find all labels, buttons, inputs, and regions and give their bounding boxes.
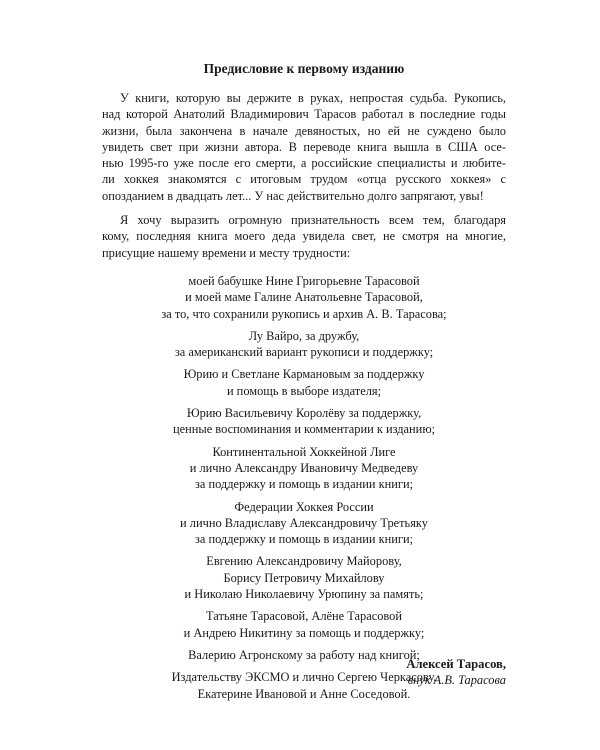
text-line: Я хочу выразить огромную признательность всем тем, благодаря bbox=[120, 213, 506, 228]
text-line: кому, последняя книга моего деда увидела свет, не смотря на многие, bbox=[102, 229, 506, 244]
text-line: над которой Анатолий Владимирович Тарасов работал в последние годы bbox=[102, 107, 506, 122]
text-line: за поддержку и помощь в издании книги; bbox=[194, 532, 414, 547]
text-line: ли хоккея знакомятся с итоговым трудом «отца русского хоккея» с bbox=[102, 172, 506, 187]
text-line: моей бабушке Нине Григорьевне Тарасовой bbox=[188, 273, 420, 288]
text-line: опозданием в двадцать лет... У нас действительно долго запрягают, увы! bbox=[102, 188, 484, 203]
signature-block bbox=[406, 656, 506, 688]
acknowledgment-item bbox=[102, 405, 506, 438]
text-line: У книги, которую вы держите в руках, непростая судьба. Рукопись, bbox=[120, 91, 506, 105]
acknowledgment-item bbox=[102, 553, 506, 602]
text-line: и помощь в выборе издателя; bbox=[226, 383, 382, 398]
text-line: увидеть свет при жизни автора. В переводе книга вышла в США осе- bbox=[102, 139, 506, 154]
text-line: нью 1995-го уже после его смерти, а российские специалисты и любите- bbox=[102, 156, 506, 171]
acknowledgment-item bbox=[102, 608, 506, 641]
text-line: и моей маме Галине Анатольевне Тарасовой, bbox=[185, 290, 423, 305]
acknowledgment-item bbox=[102, 273, 506, 322]
page-title: Предисловие к первому изданию bbox=[203, 61, 405, 76]
text-line: жизни, была закончена в начале девяностых, но ей не суждено было bbox=[102, 123, 506, 138]
acknowledgment-item bbox=[102, 328, 506, 361]
text-line: Екатерине Ивановой и Анне Соседовой. bbox=[197, 686, 411, 701]
text-line: за поддержку и помощь в издании книги; bbox=[194, 477, 414, 492]
intro-paragraph bbox=[102, 90, 506, 204]
document-page bbox=[102, 60, 506, 708]
text-line: Юрию Васильевичу Королёву за поддержку, bbox=[186, 406, 422, 421]
text-line: Евгению Александровичу Майорову, bbox=[206, 554, 402, 569]
text-line: и лично Владиславу Александровичу Третьяку bbox=[180, 515, 428, 530]
text-line: и Андрею Никитину за помощь и поддержку; bbox=[183, 625, 425, 640]
text-line: Татьяне Тарасовой, Алёне Тарасовой bbox=[206, 609, 402, 624]
text-line: Валерию Агронскому за работу над книгой; bbox=[188, 647, 420, 662]
author-name: Алексей Тарасов, bbox=[406, 657, 506, 671]
acknowledgment-item bbox=[102, 444, 506, 493]
author-note: внук А.В. Тарасова bbox=[407, 673, 506, 687]
acknowledgment-item bbox=[102, 499, 506, 548]
text-line: за американский вариант рукописи и поддержку; bbox=[174, 345, 434, 360]
text-line: Федерации Хоккея России bbox=[234, 499, 374, 514]
text-line: ценные воспоминания и комментарии к изданию; bbox=[172, 422, 436, 437]
acknowledgments-list bbox=[102, 273, 506, 702]
text-line: за то, что сохранили рукопись и архив А. В. Тарасова; bbox=[161, 306, 447, 321]
text-line: Лу Вайро, за дружбу, bbox=[248, 328, 360, 343]
text-line: присущие нашему времени и месту трудности: bbox=[102, 245, 351, 260]
text-line: и Николаю Николаевичу Урюпину за память; bbox=[184, 587, 424, 602]
acknowledgment-item bbox=[102, 366, 506, 399]
text-line: и лично Александру Ивановичу Медведеву bbox=[189, 460, 419, 475]
text-line: Издательству ЭКСМО и лично Сергею Черкасову, bbox=[171, 670, 437, 685]
text-line: Юрию и Светлане Кармановым за поддержку bbox=[183, 367, 425, 382]
gratitude-paragraph bbox=[102, 212, 506, 261]
text-line: Борису Петровичу Михайлову bbox=[223, 570, 385, 585]
text-line: Континентальной Хоккейной Лиге bbox=[212, 444, 396, 459]
